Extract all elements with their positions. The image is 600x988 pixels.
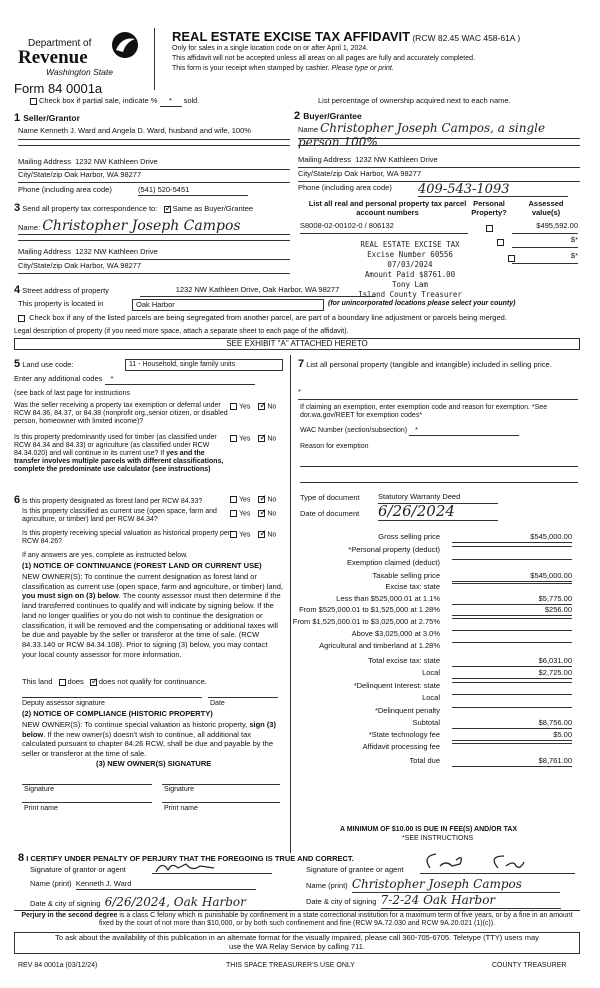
section-2-label: 2 Buyer/Grantee <box>294 110 362 122</box>
seller-mail-row: Mailing Address 1232 NW Kathleen Drive <box>18 158 290 170</box>
tax-row <box>300 669 580 680</box>
seller-city[interactable]: Oak Harbor, WA 98277 <box>64 170 142 179</box>
tax-row <box>300 707 580 718</box>
signature-label-1: Signature <box>24 786 54 793</box>
land-use-select[interactable]: 11 - Household, single family units <box>125 359 283 371</box>
assessed-header: Assessed value(s) <box>528 199 564 217</box>
doc-type[interactable]: Statutory Warranty Deed <box>378 493 498 504</box>
section-7-label: 7 List all personal property (tangible and intangible) included in selling price. <box>298 358 552 370</box>
grantor-signature-scribble <box>152 858 222 874</box>
q-historic-options: Yes ✓ No <box>230 531 276 539</box>
subtitle-1: Only for sales in a single location code on or after April 1, 2024. <box>172 45 369 52</box>
tax-row-value[interactable] <box>452 694 572 695</box>
partial-sale-checkbox[interactable] <box>30 98 37 105</box>
form-title: REAL ESTATE EXCISE TAX AFFIDAVIT (RCW 82.45 WAC 458-61A ) <box>172 29 521 44</box>
buyer-phone-row: Phone (including area code) 409-543-1093 <box>298 184 580 198</box>
segregation-row: Check box if any of the listed parcels are being segregated from another parcel, are part of a boundary line adjustment or parcels being merged. <box>18 314 507 323</box>
q-timber: Is this property predominantly used for timber (as classified under RCW 84.34 and 84.33) or agriculture (as classified under RCW 84.34.020) and will continue in its current use? If yes and the transfer involves multiple parcels with different classifications, complete the predominate use calculator (see instructions) <box>14 434 224 474</box>
wac-row: WAC Number (section/subsection) * <box>300 427 519 436</box>
new-owner-sig-title: (3) NEW OWNER(S) SIGNATURE <box>96 759 212 768</box>
tax-row-value[interactable] <box>452 682 572 683</box>
wac-number[interactable]: * <box>409 427 519 436</box>
tax-row <box>300 743 580 754</box>
buyer-mail[interactable]: 1232 NW Kathleen Drive <box>355 155 438 164</box>
sec3-mail-row: Mailing Address 1232 NW Kathleen Drive <box>18 248 290 260</box>
tax-row-label: Total due <box>409 756 440 765</box>
tax-row-value[interactable]: $8,761.00 <box>452 757 572 767</box>
if-yes-note: If any answers are yes, complete as instructed below. <box>22 552 188 559</box>
notice-1-text: NEW OWNER(S): To continue the current designation as forest land or classification as current use (open space, farm and agriculture, or timber) land, you must sign on (3) below. The county assessor must then determine if the land transferred continues to qualify and will indicate by signing below. If the land no longer qualifies or you do not wish to continue the designation or classification, it will be removed and the compensating or additional taxes will be due and payable by the seller or transferor at the time of sale. (RCW 84.33.140 or RCW 84.34.108). Prior to signing (3) below, you may contact your local county assessor for more information. <box>22 572 283 659</box>
tax-row <box>300 694 580 705</box>
buyer-city[interactable]: Oak Harbor, WA 98277 <box>344 169 422 178</box>
tax-row-value[interactable]: $5,775.00 <box>452 595 572 605</box>
see-instructions: *SEE INSTRUCTIONS <box>402 835 474 842</box>
tax-row-value[interactable] <box>452 630 572 631</box>
tax-row-value[interactable]: $256.00 <box>452 606 572 616</box>
q-current-use-no-checkbox[interactable] <box>258 510 265 517</box>
tax-row-value[interactable]: $545,000.00 <box>452 533 572 543</box>
q-timber-no-checkbox[interactable] <box>258 435 265 442</box>
sec3-city-row: City/State/zip Oak Harbor, WA 98277 <box>18 262 290 274</box>
grantor-date-row: Date & city of signing 6/26/2024, Oak Harbor <box>30 896 260 911</box>
tax-row <box>300 559 580 570</box>
q-forest-no-checkbox[interactable] <box>258 496 265 503</box>
seller-phone-row: Phone (including area code) (541) 520-5451 <box>18 186 290 198</box>
grantee-name-row: Name (print) Christopher Joseph Campos <box>306 878 560 893</box>
tax-row-label: Subtotal <box>412 718 440 727</box>
property-address[interactable]: 1232 NW Kathleen Drive, Oak Harbor, WA 98277 <box>140 286 375 297</box>
tax-row <box>300 583 580 594</box>
uninc-note: (for unincorporated locations please select your county) <box>328 300 516 307</box>
revenue-swoosh-icon <box>108 30 142 60</box>
section-5-row: 5 Land use code: <box>14 358 74 370</box>
grantor-date[interactable]: 6/26/2024, Oak Harbor <box>105 896 260 911</box>
tax-row <box>300 657 580 668</box>
personal-property-list[interactable]: * <box>298 388 578 400</box>
doc-date-label: Date of document <box>300 509 360 518</box>
parcel-header: List all real and personal property tax parcel account numbers <box>308 199 467 217</box>
section-3-row: 3 Send all property tax correspondence to: ✓ Same as Buyer/Grantee <box>14 202 253 215</box>
q-current-use-yes-checkbox[interactable] <box>230 510 237 517</box>
tax-row-value[interactable] <box>452 743 572 744</box>
tax-row-value[interactable] <box>452 618 572 619</box>
q-historic: Is this property receiving special valuation as historical property per RCW 84.26? <box>22 530 231 546</box>
tax-row-value[interactable]: $545,000.00 <box>452 572 572 582</box>
tax-row <box>300 533 580 544</box>
additional-codes-row: Enter any additional codes * <box>14 375 255 385</box>
deputy-label: Deputy assessor signature <box>22 700 105 707</box>
tax-row-label: From $525,000.01 to $1,525,000 at 1.28% <box>299 605 440 614</box>
buyer-mail-row: Mailing Address 1232 NW Kathleen Drive <box>298 156 580 168</box>
dor-logo <box>18 30 128 80</box>
subtitle-2: This affidavit will not be accepted unless all areas on all pages are fully and accurately completed. <box>172 55 475 62</box>
print-name-label-2: Print name <box>164 805 198 812</box>
tax-row <box>300 682 580 693</box>
ownership-note: List percentage of ownership acquired next to each name. <box>318 96 511 105</box>
grantee-date[interactable]: 7-2-24 Oak Harbor <box>381 894 561 909</box>
tax-row-label: Local <box>422 693 440 702</box>
tax-row <box>300 757 580 768</box>
land-does-checkbox[interactable] <box>59 679 66 686</box>
doc-date[interactable]: 6/26/2024 <box>378 503 498 521</box>
notice-1-title: (1) NOTICE OF CONTINUANCE (FOREST LAND OR CURRENT USE) <box>22 561 262 570</box>
tax-row-value[interactable] <box>452 642 572 643</box>
form-number: Form 84 0001a <box>14 81 103 96</box>
tax-row-label: *Delinquent penalty <box>374 706 440 715</box>
tax-row-label: Affidavit processing fee <box>362 742 440 751</box>
revision: REV 84 0001a (03/12/24) <box>18 962 98 969</box>
section-1-label: 1 Seller/Grantor <box>14 112 80 124</box>
segregation-checkbox[interactable] <box>18 315 25 322</box>
grantor-signature[interactable] <box>152 858 272 874</box>
seller-mail[interactable]: 1232 NW Kathleen Drive <box>75 157 158 166</box>
q-historic-no-checkbox[interactable] <box>258 531 265 538</box>
buyer-name[interactable]: Christopher Joseph Campos, a single person 100% <box>298 121 546 149</box>
section-4-row: 4 Street address of property <box>14 284 109 296</box>
seller-city-row: City/State/zip Oak Harbor, WA 98277 <box>18 171 290 183</box>
grantee-sig-label: Signature of grantee or agent <box>306 865 404 874</box>
see-back: (see back of last page for instructions <box>14 390 130 397</box>
tax-row-value[interactable] <box>452 707 572 708</box>
land-does-not-checkbox[interactable] <box>90 679 97 686</box>
tax-row-value[interactable]: $8,756.00 <box>452 719 572 729</box>
q-exemption-yes-checkbox[interactable] <box>230 403 237 410</box>
certify-statement: 8 I CERTIFY UNDER PENALTY OF PERJURY THAT THE FOREGOING IS TRUE AND CORRECT. <box>18 852 354 864</box>
sec3-name[interactable]: Christopher Joseph Campos <box>42 218 241 234</box>
grantor-name[interactable]: Kenneth J. Ward <box>76 880 256 890</box>
q-historic-yes-checkbox[interactable] <box>230 531 237 538</box>
tax-row-label: Agricultural and timberland at 1.28% <box>319 641 440 650</box>
personal-property-header: Personal Property? <box>471 199 507 217</box>
located-label: This property is located in <box>18 299 104 308</box>
minimum-note: A MINIMUM OF $10.00 IS DUE IN FEE(S) AND/OR TAX <box>340 826 518 833</box>
date-label: Date <box>210 700 225 707</box>
tax-row-label: *Delinquent Interest: state <box>353 681 440 690</box>
perjury-notice: Perjury in the second degree is a class C felony which is punishable by confinement in a state correctional institution for a maximum term of five years, or by a fine in an amount fixed by the court of not more than $10,000, or by both such confinement and fine (RCW 9A.72.030 and RCW 9A.20.021 (1)(c)). <box>21 912 573 928</box>
treasurer-stamp: REAL ESTATE EXCISE TAX Excise Number 60556 07/03/2024 Amount Paid $8761.00 Tony Lam Island County Treasurer <box>358 240 462 299</box>
legal-description[interactable]: SEE EXHIBIT "A" ATTACHED HERETO <box>14 338 580 350</box>
tax-row-label: Excise tax: state <box>385 582 440 591</box>
tax-row-label: Above $3,025,000 at 3.0% <box>351 629 440 638</box>
sec3-name-row: Name: Christopher Joseph Campos <box>18 218 290 235</box>
q-exemption-options: Yes ✓ No <box>230 403 276 411</box>
tax-row-label: Less than $525,000.01 at 1.1% <box>336 594 440 603</box>
tax-row <box>300 731 580 742</box>
q-timber-yes-checkbox[interactable] <box>230 435 237 442</box>
dept-line1: Department of <box>28 38 92 49</box>
tax-row-label: Taxable selling price <box>372 571 440 580</box>
tax-row-value[interactable] <box>452 559 572 560</box>
tax-row <box>300 546 580 557</box>
q-exemption-no-checkbox[interactable] <box>258 403 265 410</box>
same-as-buyer-checkbox[interactable] <box>164 206 171 213</box>
personal-property-checkbox-2[interactable] <box>497 239 504 246</box>
seller-name-row: Name Kenneth J. Ward and Angela D. Ward, husband and wife, 100% <box>18 127 290 140</box>
q-forest: 6 Is this property designated as forest land per RCW 84.33? <box>14 494 203 506</box>
tax-row <box>300 606 580 617</box>
buyer-city-row: City/State/zip Oak Harbor, WA 98277 <box>298 170 580 182</box>
seller-name[interactable]: Kenneth J. Ward and Angela D. Ward, husband and wife, 100% <box>40 126 251 135</box>
tax-row-label: *State technology fee <box>368 730 440 739</box>
exempt-label: If claiming an exemption, enter exemption code and reason for exemption. *See dor.wa.gov/REET for exemption codes* <box>300 404 548 420</box>
tax-row-value[interactable]: $2,725.00 <box>452 669 572 679</box>
doc-type-label: Type of document <box>300 493 360 502</box>
location-select[interactable]: Oak Harbor <box>132 299 324 311</box>
tax-row <box>300 630 580 641</box>
alt-format-notice: To ask about the availability of this publication in an alternate format for the visually impaired, please call 360-705-6705. Teletype (TTY) users may use the WA Relay Service by calling 711. <box>14 932 580 954</box>
grantor-name-row: Name (print) Kenneth J. Ward <box>30 880 256 890</box>
notice-2-title: (2) NOTICE OF COMPLIANCE (HISTORIC PROPERTY) <box>22 709 213 718</box>
q-forest-yes-checkbox[interactable] <box>230 496 237 503</box>
grantee-signature-scribble <box>420 850 550 874</box>
q-current-use: Is this property classified as current use (open space, farm and agriculture, or timber) land per RCW 84.34? <box>22 508 217 524</box>
tax-row-label: Total excise tax: state <box>368 656 440 665</box>
continuance-row: This land does ✓ does not qualify for continuance. <box>22 678 207 687</box>
tax-row-value[interactable]: $5.00 <box>452 731 572 741</box>
print-name-label-1: Print name <box>24 805 58 812</box>
tax-row-label: Exemption claimed (deduct) <box>347 558 440 567</box>
dept-line2: Revenue <box>18 47 88 68</box>
q-timber-options: Yes ✓ No <box>230 435 276 443</box>
parcel-row-1: S8008-02-00102-0 / 806132 <box>300 222 468 234</box>
grantee-name[interactable]: Christopher Joseph Campos <box>352 878 560 893</box>
buyer-phone[interactable]: 409-543-1093 <box>418 184 568 197</box>
assessed-value-2[interactable]: $* <box>512 236 578 248</box>
legal-label: Legal description of property (if you need more space, attach a separate sheet to each page of the affidavit). <box>14 328 349 335</box>
tax-row-label: *Personal property (deduct) <box>348 545 440 554</box>
notice-2-text: NEW OWNER(S): To continue special valuation as historic property, sign (3) below. If the new owner(s) doesn't wish to continue, all additional tax calculated pursuant to chapter 84.26 RCW, shall be due and payable by the seller or transferor at the time of sale. <box>22 720 276 759</box>
tax-row-label: Local <box>422 668 440 677</box>
grantee-date-row: Date & city of signing 7-2-24 Oak Harbor <box>306 894 561 909</box>
assessed-value-1[interactable]: $495,592.00 <box>512 222 578 234</box>
sec3-mail[interactable]: 1232 NW Kathleen Drive <box>75 247 158 256</box>
tax-row-value[interactable]: $6,031.00 <box>452 657 572 667</box>
partial-sale: Check box if partial sale, indicate % * sold. <box>30 97 199 107</box>
grantee-signature[interactable] <box>420 850 575 874</box>
q-exemption: Was the seller receiving a property tax exemption or deferral under RCW 84.36, 84.37, or 84.38 (nonprofit org.,senior citizen, or disabled person, homeowner with limited income)? <box>14 402 228 426</box>
subtitle-3: This form is your receipt when stamped by cashier. Please type or print. <box>172 65 394 72</box>
signature-label-2: Signature <box>164 786 194 793</box>
tax-row <box>300 642 580 653</box>
dept-line3: Washington State <box>46 67 113 77</box>
tax-row-label: Gross selling price <box>378 532 440 541</box>
tax-row <box>300 572 580 583</box>
tax-row-value[interactable] <box>452 546 572 547</box>
q-forest-options: Yes ✓ No <box>230 496 276 504</box>
buyer-name-row: Name Christopher Joseph Campos, a single person 100% <box>298 122 580 139</box>
sec3-city[interactable]: Oak Harbor, WA 98277 <box>64 261 142 270</box>
assessed-value-3[interactable]: $* <box>512 252 578 264</box>
tax-row <box>300 719 580 730</box>
tax-row <box>292 617 580 629</box>
additional-codes[interactable]: * <box>105 375 255 385</box>
personal-property-checkbox-1[interactable] <box>486 225 493 232</box>
reason-label: Reason for exemption <box>300 443 369 450</box>
grantor-sig-label: Signature of grantor or agent <box>30 865 126 874</box>
tax-row-label: From $1,525,000.01 to $3,025,000 at 2.75% <box>292 617 440 626</box>
q-current-use-options: Yes ✓ No <box>230 510 276 518</box>
tax-row-value[interactable] <box>452 583 572 584</box>
county-treasurer: COUNTY TREASURER <box>492 962 567 969</box>
treasurer-use: THIS SPACE TREASURER'S USE ONLY <box>226 962 355 969</box>
seller-phone[interactable]: (541) 520-5451 <box>138 186 248 196</box>
